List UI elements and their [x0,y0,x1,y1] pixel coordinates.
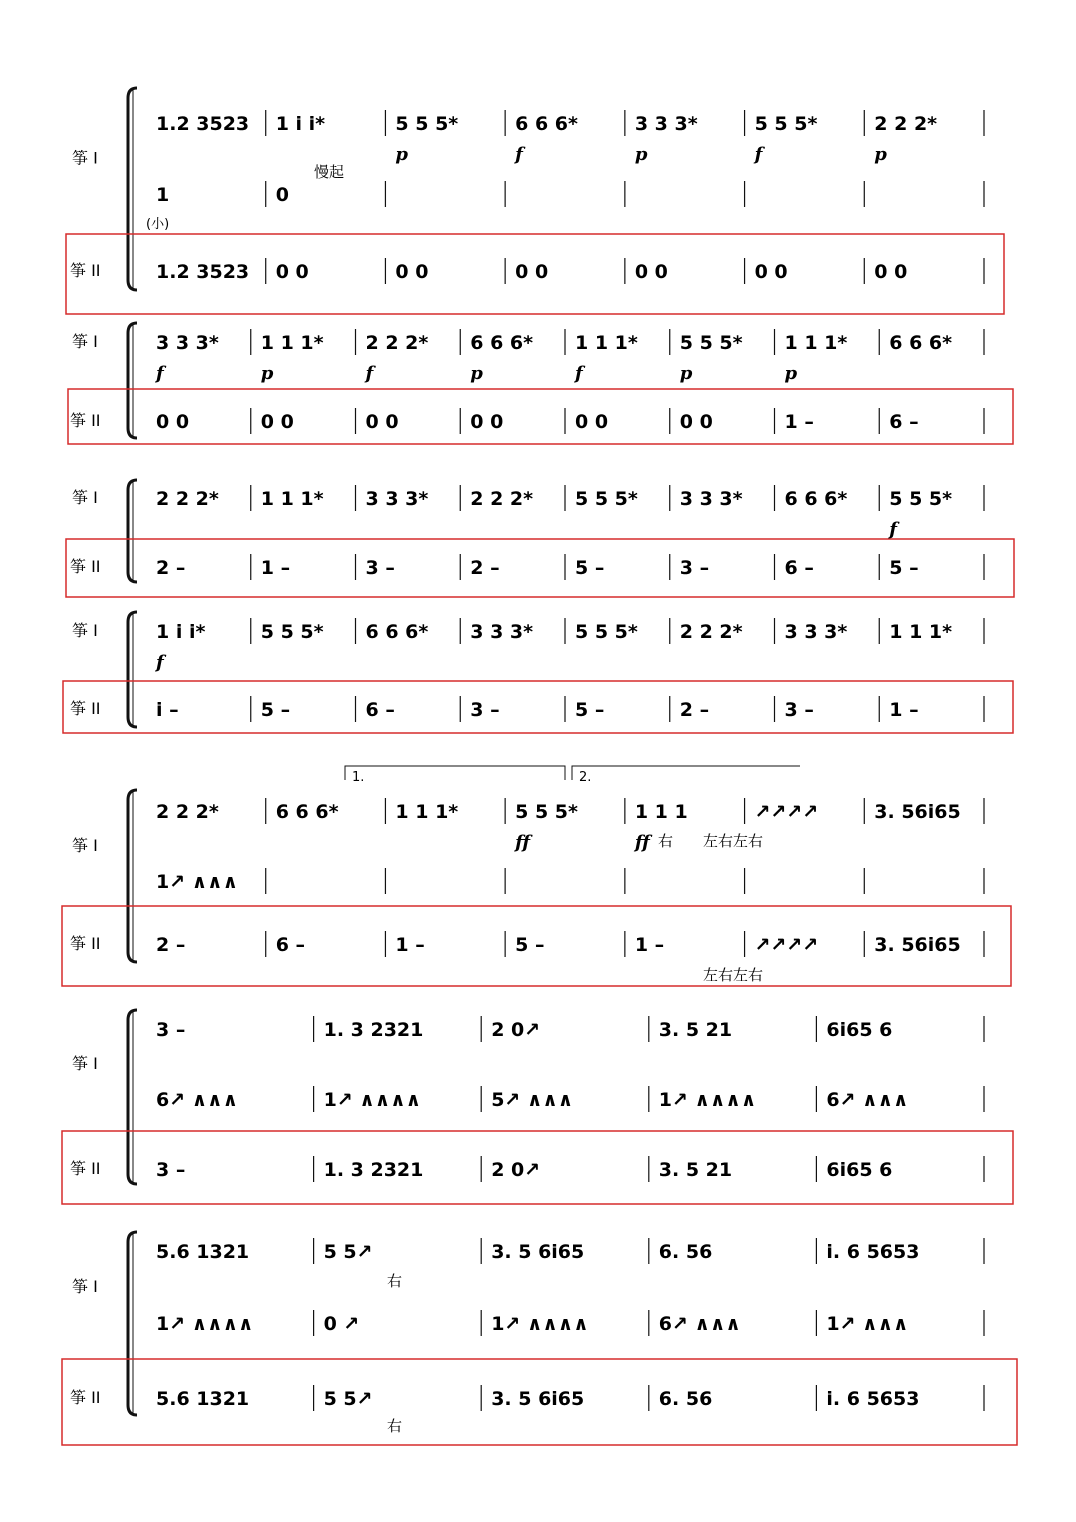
measure-lower: 0 0 [470,411,504,433]
measure-upper: 1 i i* [156,621,206,643]
right-hand-annotation: 右 [387,1417,403,1435]
dynamic-mark: p [260,363,274,384]
measure-upper: 6 6 6* [784,488,848,510]
measure-upper: 1 1 1* [575,332,638,354]
measure-upper: 5 5 5* [395,113,459,135]
dynamic-mark: f [889,519,897,540]
volta-1-bracket [345,766,565,780]
measure-upper: 2 2 2* [470,488,534,510]
measure-upper: 5 5 5* [889,488,953,510]
measure-lower: 5 5↗ [323,1388,373,1410]
left-right-annotation: 左右左右 [703,832,764,850]
part-label-lower: 筝 II [70,934,101,953]
right-hand-annotation: 右 [387,1272,403,1290]
measure-upper: 5 5 5* [575,621,638,643]
measure-upper: 2 2 2* [679,621,743,643]
measure-upper-accompaniment: 6↗ ∧∧∧ [826,1089,909,1111]
measure-lower: ↗↗↗↗ [754,934,819,956]
measure-upper: 3 3 3* [156,332,219,354]
part-label-upper: 筝 I [72,1054,98,1073]
measure-upper: 6 6 6* [470,332,534,354]
measure-upper: 2 2 2* [156,488,219,510]
measure-lower: 3 – [679,557,710,579]
measure-lower: 6 – [889,411,919,433]
dynamic-mark: p [874,144,887,165]
measure-lower: 0 0 [575,411,609,433]
measure-lower: 2 – [679,699,710,721]
measure-lower: 3 – [470,699,500,721]
measure-lower: 5 – [575,557,605,579]
measure-upper: 6 6 6* [889,332,953,354]
measure-upper: 5 5 5* [575,488,638,510]
dynamic-mark: f [365,363,374,384]
measure-lower: 3 – [784,699,814,721]
volta-2-bracket [572,766,800,780]
dynamic-mark: f [754,144,763,165]
highlight-box [66,539,1014,597]
dynamic-mark: f [575,363,583,384]
measure-lower: 0 0 [634,261,668,283]
volta-2-label: 2. [579,770,592,785]
measure-lower: 2 – [156,934,186,956]
measure-upper: 3 3 3* [784,621,848,643]
measure-lower: i – [156,699,179,721]
measure-lower: 3. 56i65 [874,934,961,956]
measure-upper: 1. 3 2321 [323,1019,424,1041]
measure-upper: 5.6 1321 [156,1241,250,1263]
measure-lower: 0 0 [874,261,908,283]
measure-upper: 2 2 2* [365,332,429,354]
slow-start-annotation: 慢起 [314,163,345,181]
measure-upper: 3 3 3* [634,113,698,135]
dynamic-mark: ff [634,832,650,853]
measure-lower: 0 0 [156,411,190,433]
measure-lower: 1.2 3523 [156,261,250,283]
volta-1-label: 1. [352,770,365,785]
part-label-lower: 筝 II [70,699,101,718]
dynamic-mark: f [156,652,164,673]
measure-lower: 0 0 [679,411,713,433]
measure-lower: 5 – [575,699,605,721]
measure-upper-accompaniment: 6↗ ∧∧∧ [156,1089,239,1111]
measure-upper-accompaniment: 1↗ ∧∧∧ [156,871,239,893]
measure-lower: 6 – [365,699,395,721]
dynamic-mark: f [515,144,523,165]
measure-lower: 5 – [515,934,545,956]
measure-upper: 1 1 1 [634,801,688,823]
measure-lower: 6. 56 [658,1388,713,1410]
highlight-box [68,389,1013,444]
measure-lower: 0 0 [395,261,429,283]
measure-upper: 5 5 5* [260,621,324,643]
measure-lower: 2 – [470,557,500,579]
measure-lower: 2 – [156,557,186,579]
measure-lower: 3 – [365,557,395,579]
dynamic-mark: p [784,363,798,384]
part-label-upper: 筝 I [72,488,98,507]
measure-upper: i. 6 5653 [826,1241,920,1263]
measure-upper: 6 6 6* [365,621,429,643]
measure-lower: 6 – [784,557,814,579]
measure-lower: 3. 5 21 [658,1159,733,1181]
measure-upper-accompaniment: 1↗ ∧∧∧∧ [156,1313,254,1335]
part-label-lower: 筝 II [70,261,101,280]
measure-lower: 5.6 1321 [156,1388,250,1410]
measure-lower: 1 – [634,934,665,956]
measure-upper: 3 – [156,1019,186,1041]
measure-lower: 0 0 [365,411,399,433]
measure-upper-accompaniment: 1↗ ∧∧∧ [826,1313,909,1335]
small-annotation: (小) [146,217,170,232]
measure-lower: 1 – [395,934,425,956]
measure-lower: 2 0↗ [491,1159,541,1181]
measure-lower: 6i65 6 [826,1159,893,1181]
part-label-lower: 筝 II [70,411,101,430]
measure-upper: 5 5↗ [323,1241,373,1263]
measure-lower: 0 0 [754,261,788,283]
measure-upper: 1 1 1* [784,332,848,354]
measure-upper: 2 0↗ [491,1019,541,1041]
measure-upper-accompaniment: 6↗ ∧∧∧ [658,1313,741,1335]
part-label-upper: 筝 I [72,1277,98,1296]
measure-lower: 3 – [156,1159,186,1181]
measure-upper: 6i65 6 [826,1019,893,1041]
measure-lower: 1 – [889,699,919,721]
measure-upper-accompaniment: 1↗ ∧∧∧∧ [323,1089,422,1111]
measure-upper: 5 5 5* [515,801,578,823]
measure-upper: 3 3 3* [679,488,743,510]
measure-lower: 5 – [260,699,291,721]
part-label-lower: 筝 II [70,1388,101,1407]
measure-upper: 1 1 1* [260,332,324,354]
measure-lower: 6 – [275,934,306,956]
measure-upper-accompaniment: 1↗ ∧∧∧∧ [491,1313,589,1335]
part-label-lower: 筝 II [70,1159,101,1178]
dynamic-mark: p [470,363,483,384]
dynamic-mark: ff [515,832,531,853]
part-label-upper: 筝 I [72,836,98,855]
measure-upper: 1 1 1* [395,801,459,823]
part-label-upper: 筝 I [72,148,98,168]
measure-lower: i. 6 5653 [826,1388,920,1410]
right-hand-annotation: 右 [658,832,674,850]
measure-upper: 2 2 2* [874,113,938,135]
measure-lower: 0 0 [260,411,294,433]
part-label-upper: 筝 I [72,621,98,640]
measure-lower: 5 – [889,557,919,579]
measure-upper: 1.2 3523 [156,113,250,135]
dynamic-mark: f [156,363,164,384]
measure-lower: 1. 3 2321 [323,1159,424,1181]
measure-upper: 3. 5 21 [658,1019,733,1041]
measure-upper: 6. 56 [658,1241,713,1263]
measure-lower: 0 0 [515,261,549,283]
measure-upper: 3. 56i65 [874,801,961,823]
measure-upper-accompaniment: 0 [275,184,289,206]
part-label-upper: 筝 I [72,332,98,351]
part-label-lower: 筝 II [70,557,101,576]
measure-upper: ↗↗↗↗ [754,801,819,823]
left-right-annotation-lower: 左右左右 [703,966,764,984]
measure-upper: 6 6 6* [515,113,578,135]
measure-lower: 1 – [260,557,291,579]
measure-upper: 3. 5 6i65 [491,1241,585,1263]
measure-upper: 3 3 3* [470,621,534,643]
measure-upper: 5 5 5* [754,113,818,135]
dynamic-mark: p [679,363,693,384]
measure-upper-accompaniment: 1↗ ∧∧∧∧ [658,1089,757,1111]
measure-lower: 1 – [784,411,814,433]
dynamic-mark: p [395,144,409,165]
dynamic-mark: p [634,144,648,165]
measure-upper: 3 3 3* [365,488,429,510]
measure-upper: 5 5 5* [679,332,743,354]
measure-upper: 1 1 1* [889,621,953,643]
measure-upper: 6 6 6* [275,801,339,823]
measure-upper-accompaniment: 1 [156,184,170,206]
highlight-box [63,681,1013,733]
measure-upper-accompaniment: 5↗ ∧∧∧ [491,1089,574,1111]
measure-upper: 1 i i* [275,113,326,135]
measure-upper-accompaniment: 0 ↗ [323,1313,360,1335]
measure-lower: 3. 5 6i65 [491,1388,585,1410]
measure-upper: 1 1 1* [260,488,324,510]
measure-upper: 2 2 2* [156,801,219,823]
measure-lower: 0 0 [275,261,309,283]
